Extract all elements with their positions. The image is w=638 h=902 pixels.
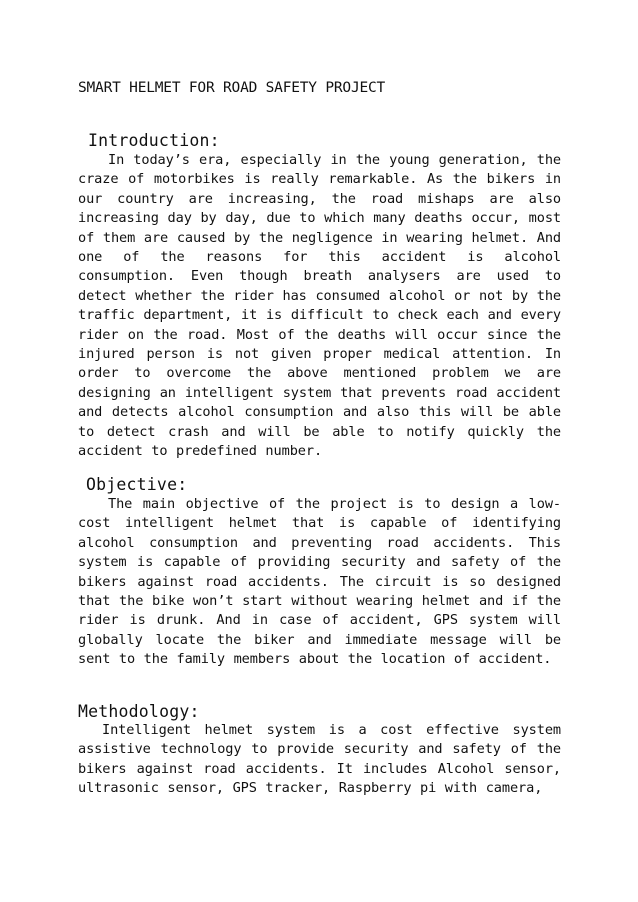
section-heading-objective: Objective: xyxy=(86,475,188,494)
section-heading-methodology: Methodology: xyxy=(78,702,200,721)
section-heading-introduction: Introduction: xyxy=(88,131,220,150)
document-title: SMART HELMET FOR ROAD SAFETY PROJECT xyxy=(78,80,386,96)
section-body-methodology: Intelligent helmet system is a cost effective system assistive technology to provide security and safety of the bikers against road accidents. It includes Alcohol sensor, ultrasonic sensor, GPS tracker, Raspberry pi with camera, xyxy=(78,722,561,797)
section-body-introduction: In today’s era, especially in the young generation, the craze of motorbikes is really remarkable. As the bikers in our country are increasing, the road mishaps are also increasing day by day, due to which many deaths occur, most of them are caused by the negligence in wearing helmet. And one of the reasons for this accident is alcohol consumption. Even though breath analysers are used to detect whether the rider has consumed alcohol or not by the traffic department, it is difficult to check each and every rider on the road. Most of the deaths will occur since the injured person is not given proper medical attention. In order to overcome the above mentioned problem we are designing an intelligent system that prevents road accident and detects alcohol consumption and also this will be able to detect crash and will be able to notify quickly the accident to predefined number. xyxy=(78,152,561,460)
section-body-objective: The main objective of the project is to design a low-cost intelligent helmet that is capable of identifying alcohol consumption and preventing road accidents. This system is capable of providing security and safety of the bikers against road accidents. The circuit is so designed that the bike won’t start without wearing helmet and if the rider is drunk. And in case of accident, GPS system will globally locate the biker and immediate message will be sent to the family members about the location of accident. xyxy=(78,496,561,668)
